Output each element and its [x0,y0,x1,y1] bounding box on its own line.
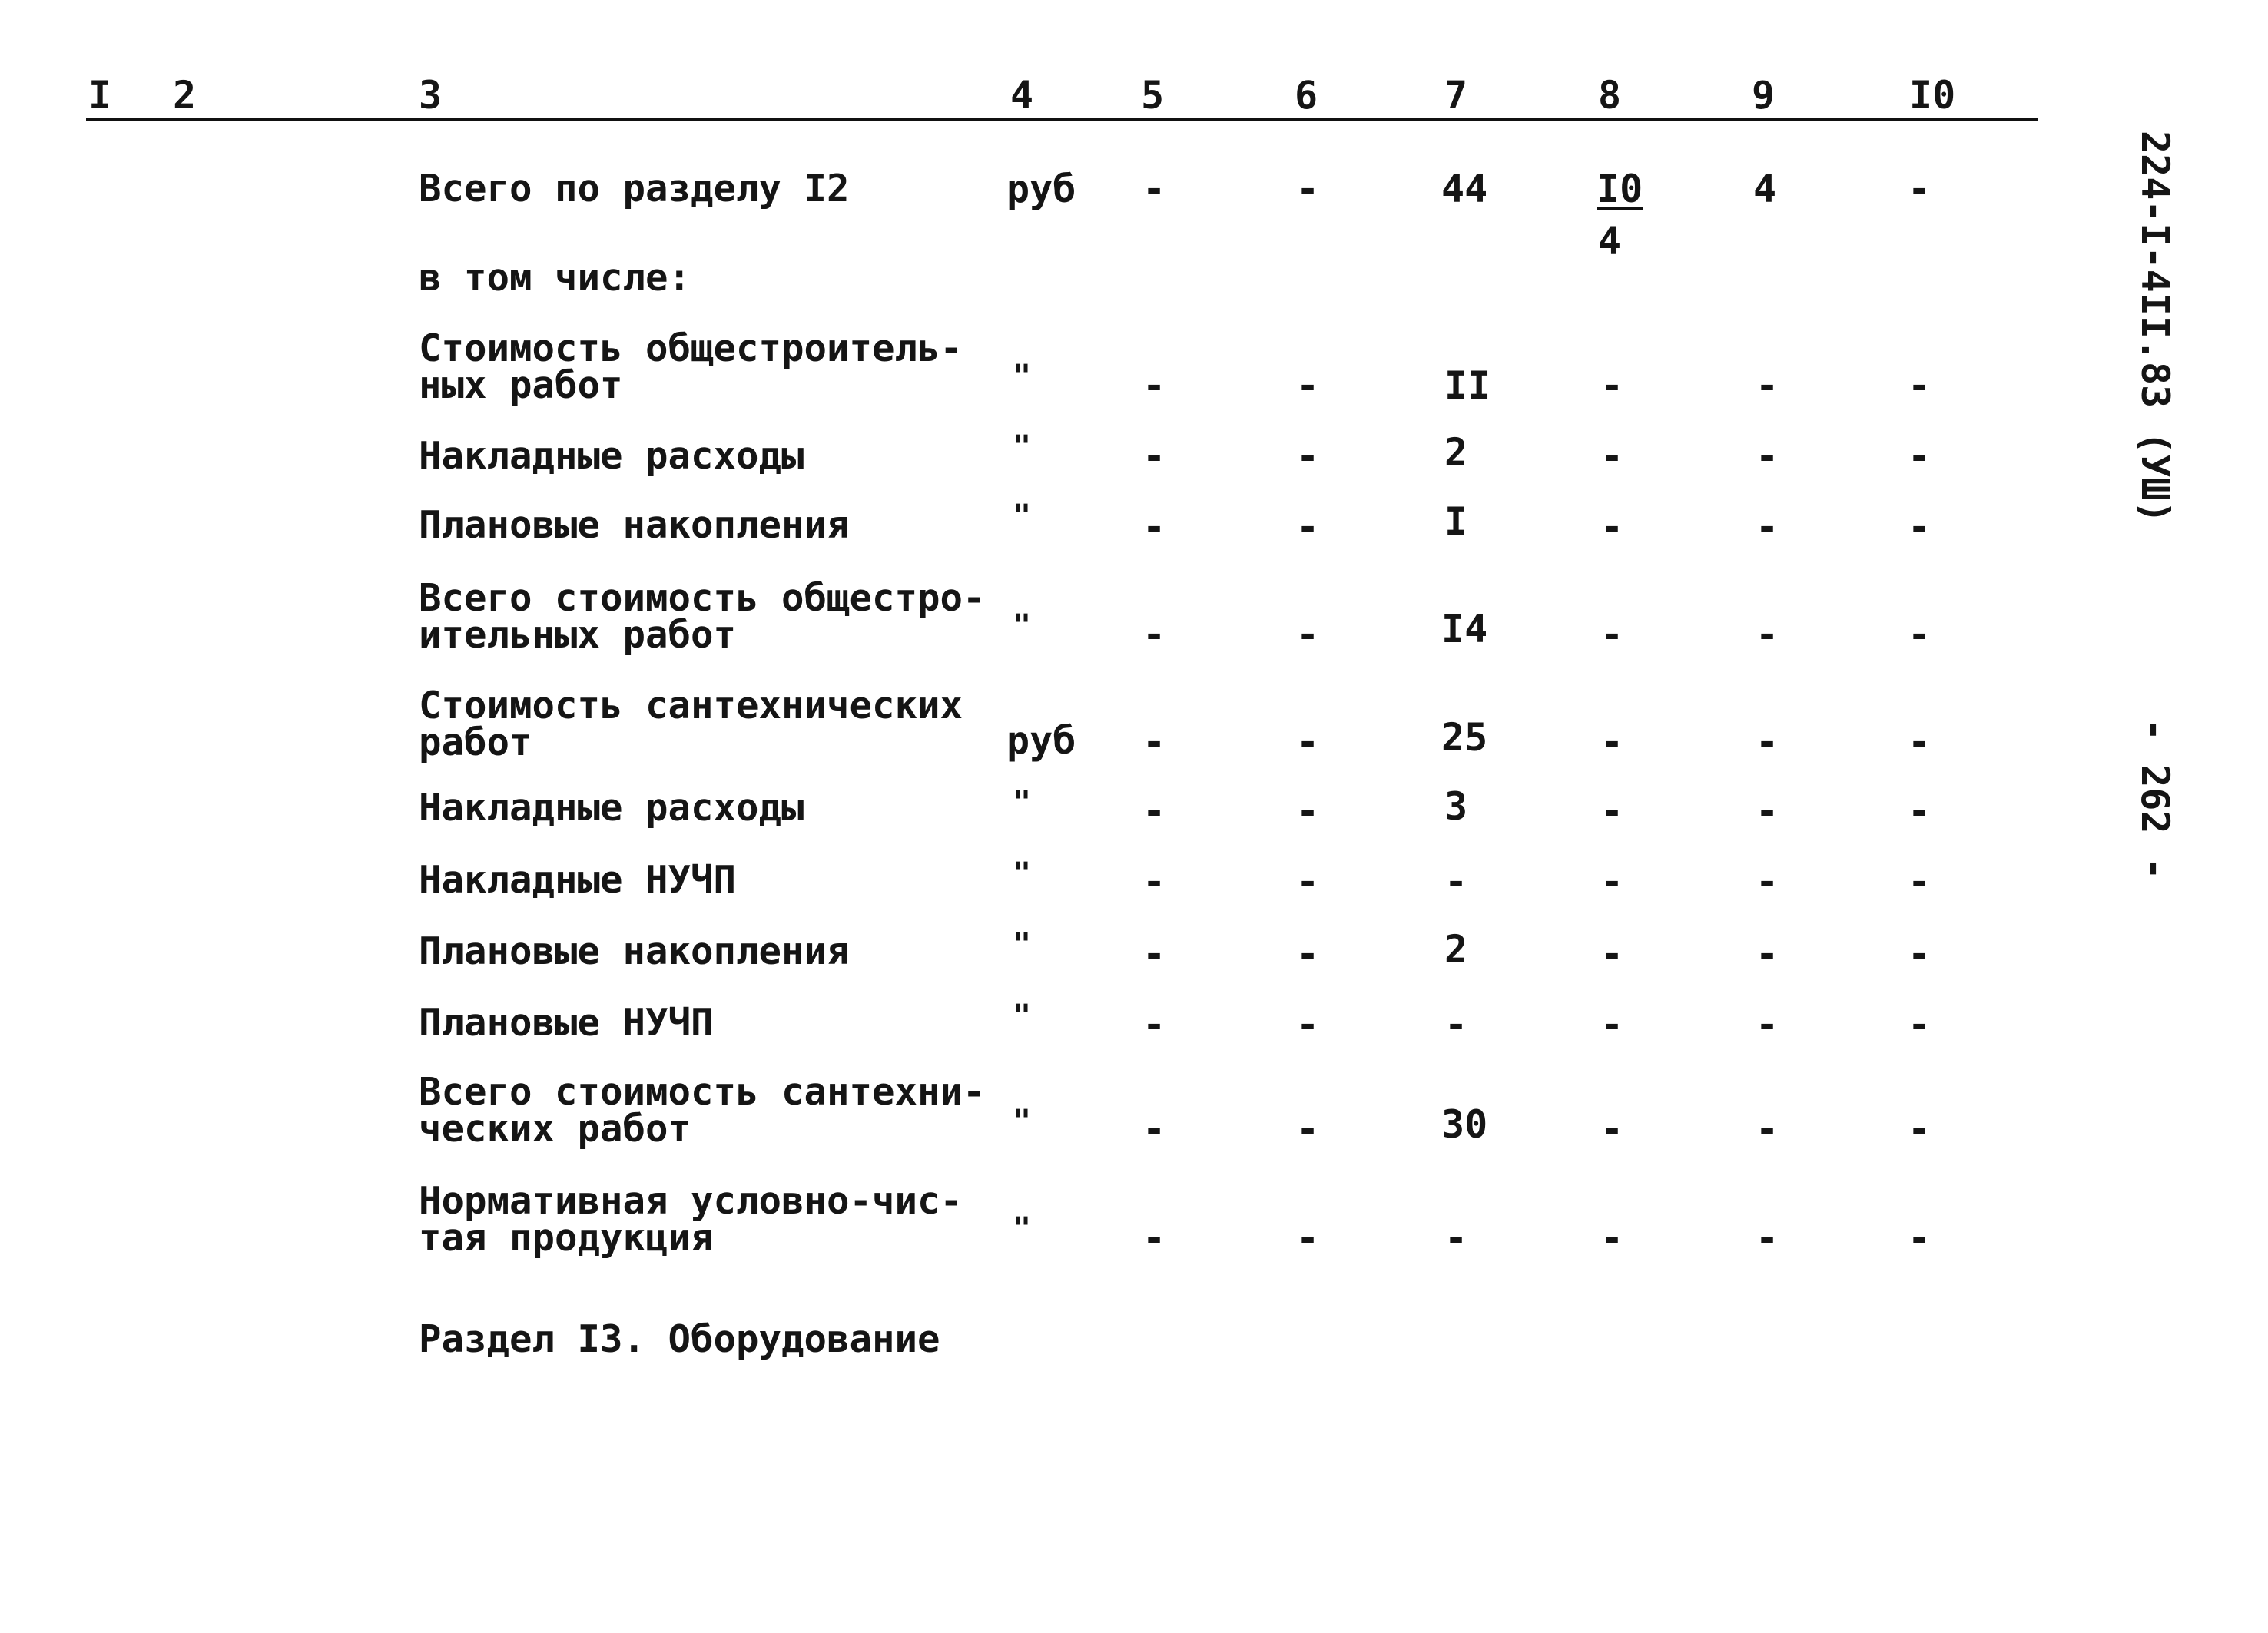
unit-cell: " [1013,785,1032,820]
header-col-3: 3 [419,73,443,118]
col9-cell: - [1756,1216,1779,1260]
unit-cell: " [1013,1211,1032,1247]
unit-cell: " [1013,927,1032,962]
col10-cell: - [1908,1002,1931,1047]
col10-cell: - [1908,434,1931,479]
header-col-7: 7 [1444,73,1468,118]
col8-cell: - [1600,1002,1624,1047]
col9-cell: - [1756,1002,1779,1047]
col6-cell: - [1296,434,1320,479]
row-desc: Накладные расходы [419,434,804,478]
row-desc: Всего стоимость сантехни- ческих работ [419,1070,986,1151]
col8-cell: - [1600,363,1624,408]
col10-cell: - [1908,505,1931,549]
col6-cell: - [1296,1216,1320,1260]
col5-cell: - [1142,505,1166,549]
col10-cell: - [1908,860,1931,904]
page-number: - 262 - [2133,718,2177,880]
col8-fraction-denominator: 4 [1598,219,1622,263]
col8-cell: - [1600,932,1624,976]
col7-cell: 44 [1441,167,1488,211]
col5-cell: - [1142,1107,1166,1151]
col8-cell: - [1600,789,1624,833]
row-desc: Стоимость сантехнических работ [419,684,963,764]
unit-cell: " [1013,429,1032,465]
col10-cell: - [1908,612,1931,657]
col5-cell: - [1142,1216,1166,1260]
header-col-6: 6 [1295,73,1318,118]
col7-cell: 25 [1441,715,1488,760]
col7-cell: - [1444,1216,1468,1260]
unit-cell: руб [1006,167,1076,211]
unit-cell: " [1013,856,1032,892]
col6-cell: - [1296,505,1320,549]
col6-cell: - [1296,932,1320,976]
col7-cell: 30 [1441,1102,1488,1147]
col6-cell: - [1296,789,1320,833]
col8-cell: - [1600,505,1624,549]
col7-cell: 3 [1444,784,1468,829]
col5-cell: - [1142,612,1166,657]
col5-cell: - [1142,363,1166,408]
col9-cell: - [1756,612,1779,657]
col6-cell: - [1296,1002,1320,1047]
col6-cell: - [1296,167,1320,211]
col5-cell: - [1142,1002,1166,1047]
col7-cell: 2 [1444,927,1468,972]
col9-cell: - [1756,363,1779,408]
unit-cell: " [1013,499,1032,534]
col6-cell: - [1296,1107,1320,1151]
col6-cell: - [1296,612,1320,657]
row-desc: Плановые НУЧП [419,1001,714,1045]
col9-cell: - [1756,789,1779,833]
row-desc: Накладные расходы [419,786,804,830]
col9-cell: - [1756,860,1779,904]
col7-cell: II [1444,363,1491,408]
col5-cell: - [1142,167,1166,211]
col8-fraction-numerator: I0 [1597,167,1643,211]
col10-cell: - [1908,789,1931,833]
col10-cell: - [1908,932,1931,976]
col5-cell: - [1142,860,1166,904]
col8-cell: - [1600,1216,1624,1260]
row-desc: Всего стоимость общестро- ительных работ [419,576,986,657]
header-col-9: 9 [1752,73,1776,118]
col5-cell: - [1142,434,1166,479]
col10-cell: - [1908,167,1931,211]
col7-cell: - [1444,860,1468,904]
col8-cell: - [1600,1107,1624,1151]
header-col-10: I0 [1909,73,1956,118]
col5-cell: - [1142,720,1166,764]
col5-cell: - [1142,932,1166,976]
col9-cell: - [1756,720,1779,764]
unit-cell: " [1013,359,1032,394]
col8-cell: - [1600,434,1624,479]
col9-cell: - [1756,932,1779,976]
header-col-4: 4 [1010,73,1034,118]
col9-cell: - [1756,505,1779,549]
col6-cell: - [1296,860,1320,904]
col10-cell: - [1908,363,1931,408]
col10-cell: - [1908,1107,1931,1151]
row-desc: Нормативная условно-чис- тая продукция [419,1179,963,1260]
row-desc: Всего по разделу I2 [419,167,850,210]
header-rule [86,118,2038,121]
col10-cell: - [1908,720,1931,764]
row-desc: Стоимость общестроитель- ных работ [419,326,963,407]
col10-cell: - [1908,1216,1931,1260]
col5-cell: - [1142,789,1166,833]
document-code: 224-I-4II.83 (УШ) [2133,131,2177,524]
col8-cell: - [1600,720,1624,764]
row-desc: в том числе: [419,256,691,300]
row-desc: Плановые накопления [419,503,850,547]
col6-cell: - [1296,363,1320,408]
unit-cell: " [1013,1104,1032,1139]
col9-cell: 4 [1753,167,1777,211]
col7-cell: I [1444,499,1468,544]
header-col-8: 8 [1598,73,1622,118]
row-desc: Плановые накопления [419,929,850,973]
col7-cell: 2 [1444,430,1468,475]
row-desc: Накладные НУЧП [419,858,737,902]
col9-cell: - [1756,1107,1779,1151]
col9-cell: - [1756,434,1779,479]
section-heading: Раздел I3. Оборудование [419,1317,940,1361]
unit-cell: руб [1006,718,1076,763]
header-col-2: 2 [173,73,197,118]
col7-cell: I4 [1441,607,1488,651]
unit-cell: " [1013,999,1032,1034]
col8-cell: - [1600,860,1624,904]
col8-cell: - [1600,612,1624,657]
col7-cell: - [1444,1002,1468,1047]
header-col-5: 5 [1141,73,1165,118]
unit-cell: " [1013,608,1032,644]
col6-cell: - [1296,720,1320,764]
header-col-1: I [88,73,112,118]
